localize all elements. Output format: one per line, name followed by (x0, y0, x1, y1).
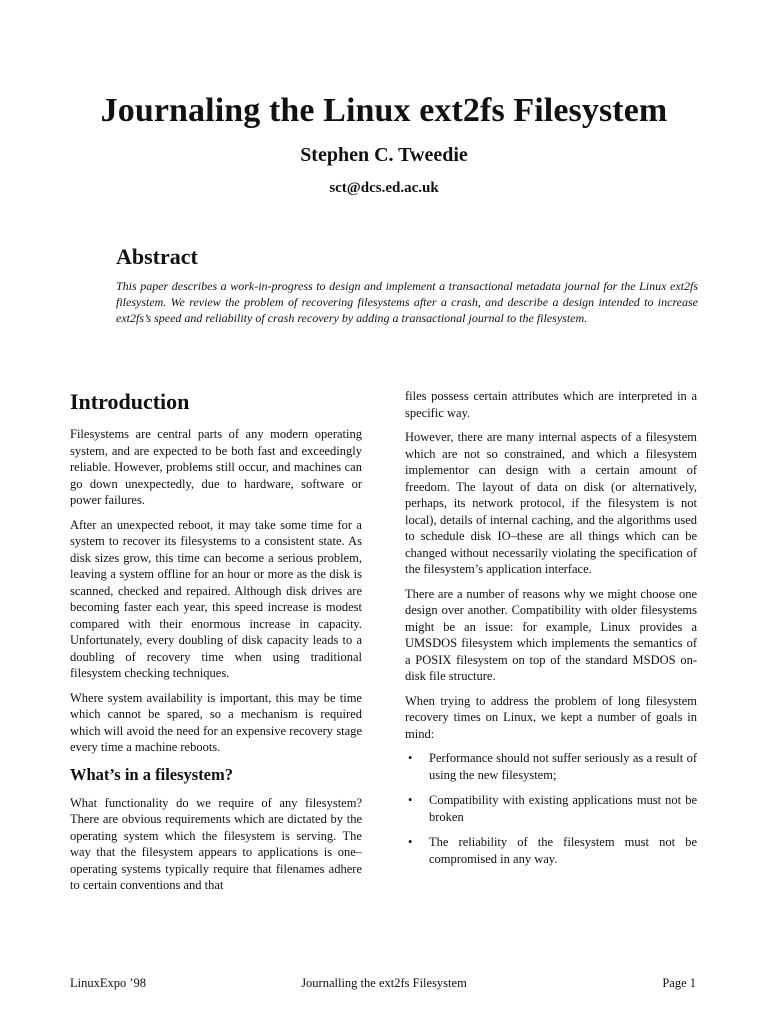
filesystem-paragraph-1: What functionality do we require of any filesystem? There are obvious requirements which are dictated by the operating system which the filesystem is serving. The way that the filesystem appears to applications is one–operating systems typically require that filenames adhere to certain conventions and that (70, 795, 362, 892)
whats-in-a-filesystem-heading: What’s in a filesystem? (70, 764, 234, 784)
filesystem-paragraph-1-continued: files possess certain attributes which are interpreted in a specific way. (405, 389, 697, 420)
intro-paragraph-3: Where system availability is important, this may be time which cannot be spared, so a mechanism is required which will avoid the need for an expensive recovery stage every time a machine reboots. (70, 690, 362, 754)
author-email: sct@dcs.ed.ac.uk (329, 180, 439, 196)
bullet-icon: • (408, 793, 413, 807)
author-name: Stephen C. Tweedie (300, 144, 468, 166)
filesystem-paragraph-3: There are a number of reasons why we might choose one design over another. Compatibility with older filesystems might be an issue: for example, Linux provides a UMSDOS filesystem which implements the semantics of a POSIX filesystem on top of the standard MSDOS on-disk file structure. (405, 586, 697, 683)
abstract-text: This paper describes a work-in-progress to design and implement a transactional metadata journal for the Linux ext2fs filesystem. We review the problem of recovering filesystems after a crash, and describe a design intended to increase ext2fs’s speed and reliability of crash recovery by adding a transactional journal to the filesystem. (116, 279, 698, 325)
intro-paragraph-2: After an unexpected reboot, it may take some time for a system to recover its filesystems to a consistent state. As disk sizes grow, this time can become a serious problem, leaving a system offline for an hour or more as the disk is scanned, checked and repaired. Although disk drives are becoming faster each year, this speed increase is modest compared with their enormous increase in capacity. Unfortunately, every doubling of disk capacity leads to a doubling of recovery time when using traditional filesystem checking techniques. (70, 517, 362, 680)
list-item (405, 792, 697, 825)
goal-text: Compatibility with existing applications must not be broken (429, 793, 697, 824)
introduction-heading: Introduction (70, 389, 190, 414)
goals-list (405, 750, 697, 867)
footer-conference: LinuxExpo ’98 (70, 976, 147, 990)
filesystem-paragraph-2: However, there are many internal aspects of a filesystem which are not so constrained, and which a filesystem implementor can design with a certain amount of freedom. The layout of data on disk (or alternatively, perhaps, its network protocol, if the filesystem is not local), details of internal caching, and the algorithms used to schedule disk IO–these are all things which can be changed without necessarily violating the specification of the filesystem’s application interface. (405, 430, 697, 576)
intro-paragraph-1: Filesystems are central parts of any modern operating system, and are expected to be both fast and exceedingly reliable. However, problems still occur, and machines can go down unexpectedly, due to hardware, software or power failures. (70, 427, 362, 507)
bullet-icon: • (408, 751, 413, 765)
footer-running-title: Journalling the ext2fs Filesystem (301, 976, 467, 990)
bullet-icon: • (408, 835, 413, 849)
paper-title: Journaling the Linux ext2fs Filesystem (100, 92, 668, 129)
abstract-heading: Abstract (116, 244, 198, 269)
list-item (405, 834, 697, 867)
footer-page-number: Page 1 (662, 976, 696, 990)
goal-text: Performance should not suffer seriously as a result of using the new filesystem; (429, 751, 697, 782)
left-column (70, 388, 362, 902)
right-column (405, 388, 697, 876)
list-item (405, 750, 697, 783)
filesystem-paragraph-4: When trying to address the problem of long filesystem recovery times on Linux, we kept a number of goals in mind: (405, 693, 697, 741)
goal-text: The reliability of the filesystem must not be compromised in any way. (429, 835, 697, 866)
